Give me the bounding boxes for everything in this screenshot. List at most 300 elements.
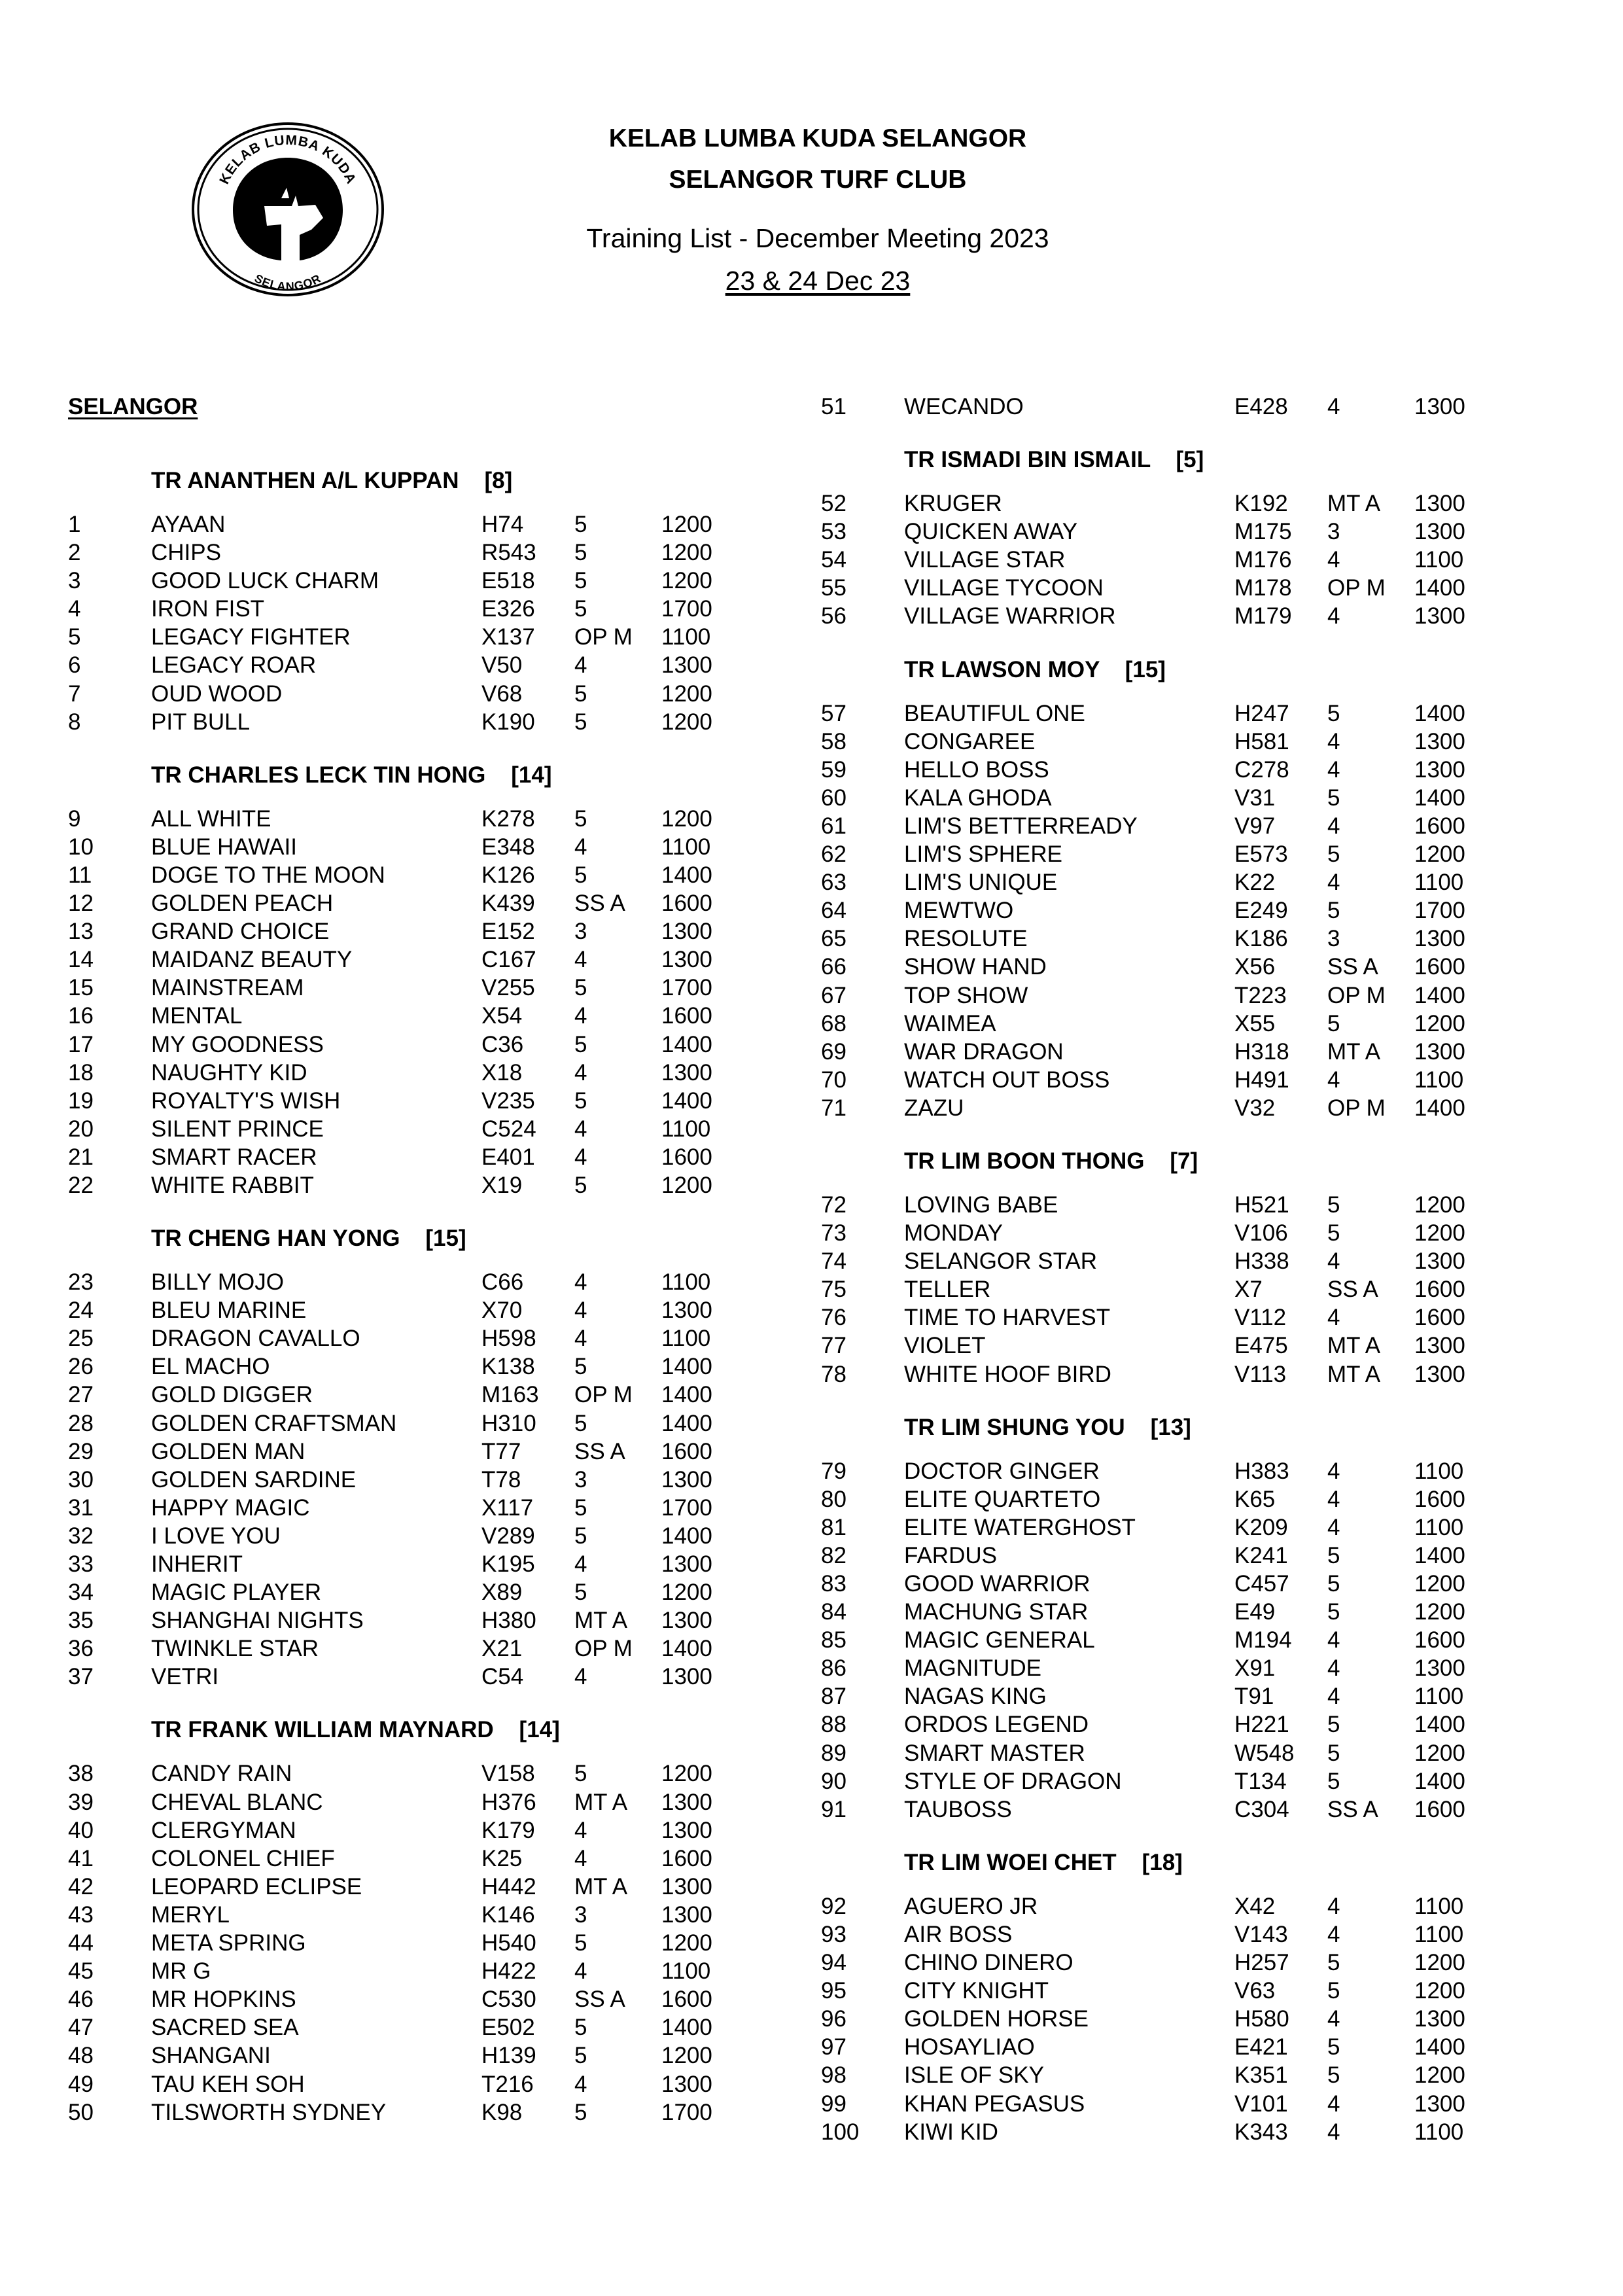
- horse-code: H74: [481, 512, 524, 537]
- horse-grade: 4: [1327, 1684, 1340, 1710]
- horse-grade: 4: [574, 652, 587, 679]
- horse-code: M176: [1234, 547, 1292, 573]
- horse-name: SMART RACER: [151, 1144, 317, 1170]
- horse-name: SILENT PRINCE: [151, 1116, 324, 1142]
- horse-name: CLERGYMAN: [151, 1817, 296, 1843]
- horse-code: T223: [1234, 982, 1287, 1008]
- horse-name: OUD WOOD: [151, 680, 283, 707]
- horse-number: 12: [68, 891, 94, 917]
- horse-grade: SS A: [574, 891, 625, 917]
- horse-distance: 1600: [661, 1003, 712, 1029]
- horse-head-icon: [233, 158, 343, 260]
- horse-distance: 1200: [1414, 1740, 1465, 1766]
- horse-row: [821, 602, 1554, 630]
- horse-row: [821, 1795, 1554, 1824]
- horse-grade: 4: [1327, 728, 1340, 754]
- horse-grade: MT A: [1327, 1333, 1381, 1359]
- horse-number: 38: [68, 1761, 94, 1787]
- horse-row: [821, 812, 1554, 840]
- horse-number: 17: [68, 1031, 94, 1057]
- horse-grade: 4: [574, 1269, 587, 1296]
- horse-grade: 4: [574, 1817, 587, 1843]
- horse-grade: 4: [574, 1551, 587, 1577]
- horse-code: K179: [481, 1817, 535, 1843]
- horse-row: [821, 2090, 1554, 2118]
- horse-code: K22: [1234, 870, 1276, 896]
- horse-grade: OP M: [1327, 575, 1386, 601]
- horse-name: TOP SHOW: [904, 982, 1028, 1008]
- horse-name: GOLDEN HORSE: [904, 2006, 1089, 2032]
- horse-number: 100: [821, 2119, 860, 2145]
- horse-row: [68, 2041, 801, 2070]
- horse-number: 42: [68, 1873, 94, 1899]
- horse-code: X21: [481, 1636, 523, 1662]
- region-heading: SELANGOR: [68, 394, 198, 419]
- horse-number: 5: [68, 624, 81, 650]
- horse-row: [821, 953, 1554, 981]
- horse-distance: 1400: [661, 1354, 712, 1380]
- horse-distance: 1600: [1414, 954, 1465, 980]
- trainer-group: [821, 1413, 1554, 1824]
- horse-distance: 1300: [1414, 756, 1465, 783]
- horse-distance: 1300: [661, 1817, 712, 1843]
- horse-row: [821, 489, 1554, 518]
- horse-name: VILLAGE WARRIOR: [904, 603, 1116, 629]
- horse-name: MAINSTREAM: [151, 975, 304, 1001]
- horse-number: 20: [68, 1116, 94, 1142]
- horse-distance: 1400: [1414, 1768, 1465, 1794]
- horse-number: 36: [68, 1636, 94, 1662]
- horse-grade: SS A: [1327, 1277, 1378, 1303]
- horse-grade: OP M: [1327, 1095, 1386, 1121]
- horse-grade: MT A: [574, 1873, 628, 1899]
- horse-name: FARDUS: [904, 1542, 997, 1568]
- horse-grade: OP M: [1327, 982, 1386, 1008]
- horse-distance: 1100: [661, 624, 711, 650]
- horse-number: 28: [68, 1410, 94, 1436]
- horse-distance: 1700: [1414, 898, 1465, 924]
- horse-row: [821, 518, 1554, 546]
- horse-row: [68, 680, 801, 708]
- horse-distance: 1400: [1414, 982, 1465, 1008]
- horse-name: WHITE HOOF BIRD: [904, 1361, 1111, 1387]
- horse-row: [821, 1457, 1554, 1485]
- trainer-group: [68, 467, 801, 736]
- horse-number: 2: [68, 540, 81, 566]
- horse-code: M163: [481, 1382, 539, 1408]
- horse-row: [821, 2118, 1554, 2146]
- horse-distance: 1200: [661, 709, 712, 735]
- horse-grade: 5: [574, 1031, 587, 1057]
- horse-number: 52: [821, 491, 846, 517]
- horse-row: [68, 1663, 801, 1691]
- horse-name: DOGE TO THE MOON: [151, 862, 385, 888]
- horse-number: 58: [821, 728, 846, 754]
- trainer-group: [68, 761, 801, 1199]
- horse-grade: 5: [1327, 1571, 1340, 1597]
- horse-row: [68, 1901, 801, 1929]
- horse-number: 72: [821, 1192, 846, 1218]
- horse-name: HOSAYLIAO: [904, 2034, 1035, 2060]
- horse-row: [68, 1438, 801, 1466]
- horse-grade: 4: [1327, 1921, 1340, 1947]
- trainer-group: [821, 656, 1554, 1122]
- horse-grade: MT A: [1327, 491, 1381, 517]
- horse-code: X56: [1234, 954, 1276, 980]
- horse-name: MY GOODNESS: [151, 1031, 324, 1057]
- horse-name: ELITE WATERGHOST: [904, 1514, 1136, 1540]
- horse-name: IRON FIST: [151, 596, 265, 622]
- horse-distance: 1200: [1414, 2062, 1465, 2089]
- horse-name: TIME TO HARVEST: [904, 1305, 1111, 1331]
- trainer-heading: TR ANANTHEN A/L KUPPAN [8]: [151, 468, 513, 493]
- horse-code: V235: [481, 1087, 535, 1114]
- horse-number: 40: [68, 1817, 94, 1843]
- horse-distance: 1100: [1414, 1684, 1464, 1710]
- horse-grade: 4: [574, 2071, 587, 2097]
- horse-distance: 1200: [661, 512, 712, 537]
- horse-number: 48: [68, 2043, 94, 2069]
- horse-distance: 1300: [661, 1901, 712, 1928]
- horse-code: K195: [481, 1551, 535, 1577]
- horse-grade: 5: [574, 805, 587, 832]
- horse-name: ROYALTY'S WISH: [151, 1087, 341, 1114]
- horse-number: 13: [68, 919, 94, 945]
- horse-number: 94: [821, 1950, 846, 1976]
- horse-code: E401: [481, 1144, 535, 1170]
- horse-number: 50: [68, 2099, 94, 2125]
- trainer-heading: TR CHARLES LECK TIN HONG [14]: [151, 762, 552, 788]
- trainer-group: [821, 446, 1554, 630]
- horse-number: 84: [821, 1599, 846, 1625]
- horse-name: SHOW HAND: [904, 954, 1047, 980]
- right-column: [821, 393, 1554, 2146]
- horse-distance: 1400: [661, 1523, 712, 1549]
- horse-grade: 4: [574, 1116, 587, 1142]
- club-logo: [190, 120, 386, 300]
- horse-row: [68, 1352, 801, 1381]
- horse-code: H580: [1234, 2006, 1289, 2032]
- horse-number: 9: [68, 805, 81, 832]
- horse-name: VILLAGE TYCOON: [904, 575, 1104, 601]
- horse-number: 81: [821, 1514, 846, 1540]
- horse-code: V31: [1234, 785, 1276, 811]
- horse-code: E348: [481, 834, 535, 860]
- horse-row: [821, 1542, 1554, 1570]
- horse-number: 76: [821, 1305, 846, 1331]
- horse-grade: 4: [1327, 394, 1340, 419]
- horse-number: 15: [68, 975, 94, 1001]
- horse-row: [68, 2098, 801, 2127]
- horse-code: V113: [1234, 1361, 1287, 1387]
- horse-code: T216: [481, 2071, 534, 2097]
- horse-row: [68, 708, 801, 736]
- horse-row: [821, 896, 1554, 925]
- horse-name: INHERIT: [151, 1551, 243, 1577]
- horse-row: [68, 1115, 801, 1143]
- horse-distance: 1100: [661, 1269, 711, 1296]
- horse-code: H442: [481, 1873, 536, 1899]
- horse-distance: 1400: [1414, 1095, 1465, 1121]
- horse-code: E518: [481, 568, 535, 594]
- horse-code: M179: [1234, 603, 1292, 629]
- horse-name: ELITE QUARTETO: [904, 1486, 1101, 1512]
- horse-grade: 5: [574, 596, 587, 622]
- horse-row: [68, 889, 801, 917]
- horse-row: [68, 1494, 801, 1522]
- horse-grade: 3: [574, 1466, 587, 1492]
- horse-distance: 1600: [1414, 1305, 1465, 1331]
- horse-row: [821, 1654, 1554, 1682]
- horse-row: [68, 945, 801, 974]
- horse-distance: 1600: [1414, 1486, 1465, 1512]
- horse-grade: 4: [1327, 1627, 1340, 1653]
- horse-distance: 1400: [661, 2015, 712, 2041]
- horse-grade: 4: [1327, 1893, 1340, 1919]
- horse-name: VIOLET: [904, 1333, 986, 1359]
- horse-name: BLEU MARINE: [151, 1298, 307, 1324]
- horse-distance: 1300: [661, 1873, 712, 1899]
- horse-row: [68, 805, 801, 833]
- horse-name: PIT BULL: [151, 709, 251, 735]
- horse-grade: OP M: [574, 624, 633, 650]
- horse-grade: 5: [574, 1930, 587, 1956]
- horse-row: [68, 1845, 801, 1873]
- horse-distance: 1200: [1414, 1599, 1465, 1625]
- horse-code: V50: [481, 652, 523, 679]
- trainer-heading: TR ISMADI BIN ISMAIL [5]: [904, 447, 1204, 473]
- horse-distance: 1100: [661, 1116, 711, 1142]
- horse-grade: 4: [1327, 603, 1340, 629]
- horse-name: LIM'S BETTERREADY: [904, 813, 1138, 839]
- horse-name: SMART MASTER: [904, 1740, 1085, 1766]
- horse-number: 95: [821, 1978, 846, 2004]
- horse-name: BLUE HAWAII: [151, 834, 298, 860]
- horse-distance: 1400: [661, 1087, 712, 1114]
- horse-number: 61: [821, 813, 846, 839]
- horse-code: M194: [1234, 1627, 1292, 1653]
- horse-number: 43: [68, 1901, 94, 1928]
- horse-distance: 1300: [661, 1059, 712, 1086]
- horse-row: [821, 1275, 1554, 1303]
- horse-number: 3: [68, 568, 81, 594]
- horse-grade: 4: [1327, 2091, 1340, 2117]
- horse-name: LEGACY FIGHTER: [151, 624, 351, 650]
- horse-number: 45: [68, 1958, 94, 1985]
- horse-grade: 5: [574, 709, 587, 735]
- horse-distance: 1600: [1414, 1277, 1465, 1303]
- horse-distance: 1200: [661, 1580, 712, 1606]
- horse-distance: 1200: [1414, 1220, 1465, 1246]
- horse-grade: 5: [1327, 1740, 1340, 1766]
- horse-number: 27: [68, 1382, 94, 1408]
- horse-grade: 5: [574, 2015, 587, 2041]
- horse-distance: 1300: [1414, 2091, 1465, 2117]
- horse-row: [821, 840, 1554, 868]
- horse-grade: 5: [574, 1761, 587, 1787]
- horse-code: H247: [1234, 700, 1289, 726]
- horse-code: K241: [1234, 1542, 1288, 1568]
- horse-code: V68: [481, 680, 523, 707]
- horse-code: X117: [481, 1494, 534, 1521]
- horse-grade: MT A: [1327, 1038, 1381, 1065]
- horse-distance: 1600: [661, 1987, 712, 2013]
- horse-code: E428: [1234, 394, 1288, 419]
- horse-code: X7: [1234, 1277, 1263, 1303]
- horse-row: [68, 1002, 801, 1030]
- horse-distance: 1200: [661, 1761, 712, 1787]
- horse-number: 96: [821, 2006, 846, 2032]
- horse-row: [821, 1710, 1554, 1739]
- horse-code: H376: [481, 1789, 536, 1815]
- horse-name: LOVING BABE: [904, 1192, 1058, 1218]
- horse-distance: 1700: [661, 975, 712, 1001]
- horse-grade: 5: [1327, 898, 1340, 924]
- horse-grade: SS A: [574, 1987, 625, 2013]
- horse-number: 90: [821, 1768, 846, 1794]
- horse-grade: 4: [574, 1144, 587, 1170]
- horse-row: [821, 1191, 1554, 1219]
- horse-name: MAGNITUDE: [904, 1655, 1041, 1682]
- horse-row: [821, 1767, 1554, 1795]
- left-column: [68, 393, 801, 2127]
- horse-number: 47: [68, 2015, 94, 2041]
- trainer-group: [821, 1147, 1554, 1388]
- horse-distance: 1300: [661, 919, 712, 945]
- horse-code: H383: [1234, 1458, 1289, 1484]
- horse-code: V255: [481, 975, 535, 1001]
- horse-name: CONGAREE: [904, 728, 1036, 754]
- horse-distance: 1600: [661, 891, 712, 917]
- horse-number: 79: [821, 1458, 846, 1484]
- horse-code: V97: [1234, 813, 1276, 839]
- horse-code: K439: [481, 891, 535, 917]
- horse-grade: 4: [1327, 756, 1340, 783]
- horse-distance: 1100: [1414, 1458, 1464, 1484]
- horse-number: 21: [68, 1144, 94, 1170]
- horse-code: H422: [481, 1958, 536, 1985]
- horse-row: [821, 1739, 1554, 1767]
- horse-row: [68, 2070, 801, 2098]
- horse-row: [821, 925, 1554, 953]
- horse-name: MENTAL: [151, 1003, 243, 1029]
- horse-grade: 5: [1327, 785, 1340, 811]
- horse-number: 37: [68, 1664, 94, 1690]
- horse-distance: 1600: [661, 1845, 712, 1871]
- horse-grade: 4: [574, 1958, 587, 1985]
- horse-row: [68, 1466, 801, 1494]
- horse-number: 70: [821, 1067, 846, 1093]
- horse-name: HELLO BOSS: [904, 756, 1049, 783]
- horse-name: WAR DRAGON: [904, 1038, 1064, 1065]
- horse-code: K25: [481, 1845, 523, 1871]
- horse-number: 83: [821, 1571, 846, 1597]
- horse-name: TELLER: [904, 1277, 991, 1303]
- horse-name: SACRED SEA: [151, 2015, 299, 2041]
- trainer-heading: TR CHENG HAN YONG [15]: [151, 1226, 466, 1252]
- horse-code: H598: [481, 1326, 536, 1352]
- horse-name: MAIDANZ BEAUTY: [151, 947, 353, 973]
- horse-row: [821, 1038, 1554, 1066]
- horse-number: 68: [821, 1010, 846, 1036]
- horse-number: 89: [821, 1740, 846, 1766]
- horse-grade: MT A: [574, 1789, 628, 1815]
- horse-name: I LOVE YOU: [151, 1523, 281, 1549]
- horse-name: META SPRING: [151, 1930, 306, 1956]
- horse-code: V63: [1234, 1978, 1276, 2004]
- horse-distance: 1300: [661, 1789, 712, 1815]
- horse-number: 16: [68, 1003, 94, 1029]
- horse-code: K126: [481, 862, 535, 888]
- horse-grade: 5: [574, 680, 587, 707]
- horse-number: 92: [821, 1893, 846, 1919]
- horse-grade: 4: [1327, 1514, 1340, 1540]
- horse-grade: 5: [574, 568, 587, 594]
- horse-grade: 5: [574, 1354, 587, 1380]
- horse-row: [821, 546, 1554, 574]
- horse-row: [821, 784, 1554, 812]
- horse-name: MAGIC PLAYER: [151, 1580, 321, 1606]
- horse-distance: 1300: [1414, 1655, 1465, 1682]
- horse-row: [821, 1949, 1554, 1977]
- horse-number: 53: [821, 519, 846, 545]
- horse-row: [68, 974, 801, 1002]
- horse-name: STYLE OF DRAGON: [904, 1768, 1122, 1794]
- horse-code: X42: [1234, 1893, 1276, 1919]
- horse-grade: 4: [574, 1664, 587, 1690]
- horse-row: [821, 1977, 1554, 2005]
- horse-code: E573: [1234, 841, 1288, 868]
- horse-row: [68, 1929, 801, 1957]
- horse-code: K190: [481, 709, 535, 735]
- horse-number: 11: [68, 862, 92, 888]
- horse-code: C36: [481, 1031, 524, 1057]
- horse-distance: 1100: [1414, 870, 1464, 896]
- horse-code: V289: [481, 1523, 535, 1549]
- horse-number: 75: [821, 1277, 846, 1303]
- horse-code: T91: [1234, 1684, 1274, 1710]
- horse-number: 24: [68, 1298, 94, 1324]
- horse-row: [68, 1059, 801, 1087]
- horse-distance: 1100: [1414, 1921, 1464, 1947]
- horse-name: TILSWORTH SYDNEY: [151, 2099, 387, 2125]
- horse-distance: 1200: [661, 1172, 712, 1198]
- horse-number: 33: [68, 1551, 94, 1577]
- horse-number: 74: [821, 1248, 846, 1275]
- horse-distance: 1300: [1414, 728, 1465, 754]
- horse-row: [821, 1010, 1554, 1038]
- horse-name: GRAND CHOICE: [151, 919, 330, 945]
- horse-distance: 1200: [1414, 841, 1465, 868]
- horse-number: 22: [68, 1172, 94, 1198]
- horse-row: [821, 2033, 1554, 2061]
- logo-ring-text-bottom: SELANGOR: [252, 272, 324, 293]
- horse-row: [68, 2013, 801, 2041]
- horse-row: [821, 1219, 1554, 1247]
- title-malay: KELAB LUMBA KUDA SELANGOR: [608, 124, 1027, 152]
- horse-number: 80: [821, 1486, 846, 1512]
- horse-number: 34: [68, 1580, 94, 1606]
- horse-row: [821, 981, 1554, 1010]
- horse-distance: 1200: [1414, 1950, 1465, 1976]
- horse-row: [68, 1788, 801, 1816]
- horse-grade: 4: [1327, 1248, 1340, 1275]
- trainer-heading: TR LIM BOON THONG [7]: [904, 1148, 1198, 1174]
- horse-row: [821, 1682, 1554, 1710]
- horse-name: AGUERO JR: [904, 1893, 1038, 1919]
- horse-name: AYAAN: [151, 512, 226, 537]
- horse-number: 60: [821, 785, 846, 811]
